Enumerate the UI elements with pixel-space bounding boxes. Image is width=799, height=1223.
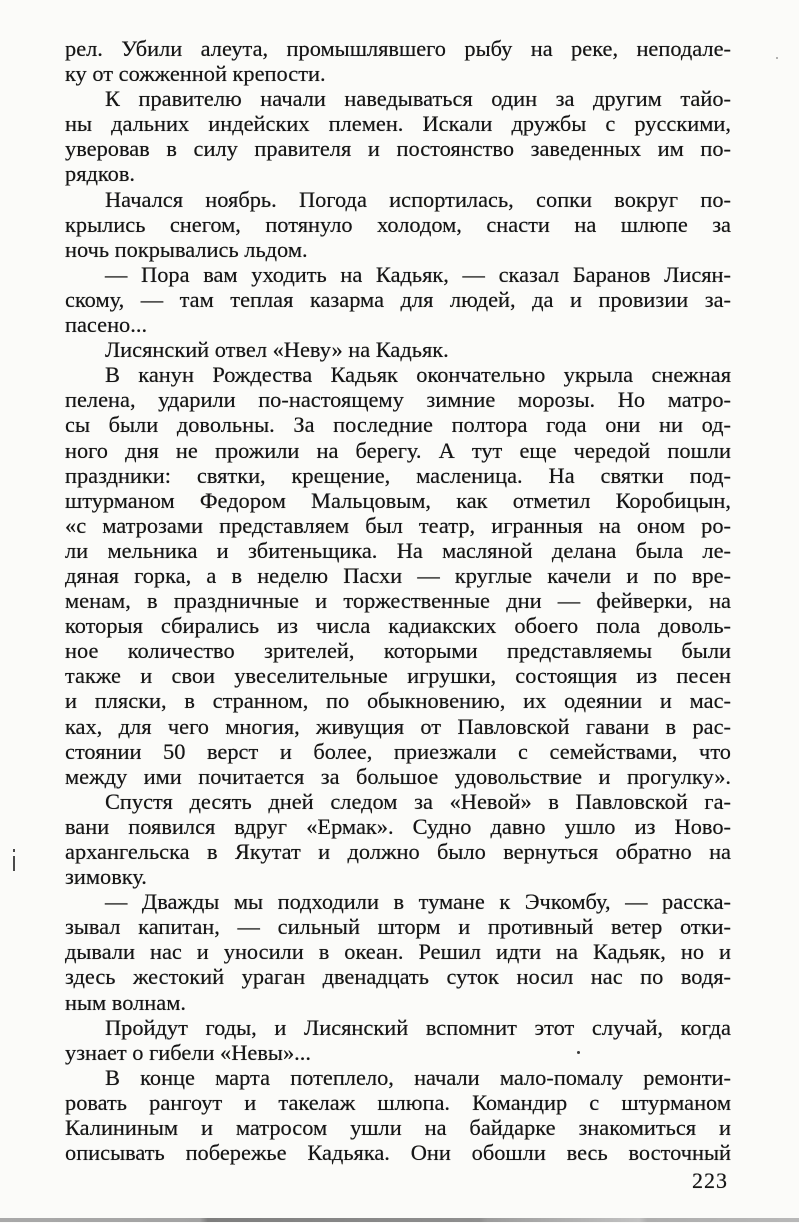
scan-artifact-dot <box>577 1051 580 1054</box>
text-line: стоянии 50 верст и более, приезжали с семействами, что <box>65 738 731 764</box>
text-line: В канун Рождества Кадьяк окончательно укрыла снежная <box>105 362 731 388</box>
text-line: между ими почитается за большое удовольствие и прогулку». <box>65 763 731 789</box>
text-line: В конце марта потеплело, начали мало-помалу ремонти- <box>105 1064 731 1090</box>
text-line: здесь жестокий ураган двенадцать суток носил нас по водя- <box>65 964 731 990</box>
text-line: ного дня не прожили на берегу. А тут еще чередой пошли <box>65 437 731 463</box>
text-line: праздники: святки, крещение, масленица. На святки под- <box>65 462 731 488</box>
text-line: рядков. <box>65 161 135 187</box>
text-line: крылись снегом, потянуло холодом, снасти на шлюпе за <box>65 211 731 237</box>
text-line: ное количество зрителей, которыми представляемы были <box>65 638 731 664</box>
text-line: рел. Убили алеута, промышлявшего рыбу на реке, неподале- <box>65 36 731 61</box>
text-line: скому, — там теплая казарма для людей, да и провизии за- <box>65 286 731 312</box>
text-line: сы были довольны. За последние полтора года они ни од- <box>65 412 731 438</box>
text-line: ровать рангоут и такелаж шлюпа. Командир с штурманом <box>65 1089 731 1115</box>
text-line: «с матрозами представляем был театр, игранныя на оном ро- <box>65 512 731 538</box>
text-line: и пляски, в странном, по обыкновению, их одеянии и мас- <box>65 688 731 714</box>
text-line: которыя сбирались из числа кадиакских обоего пола доволь- <box>65 613 731 639</box>
scan-artifact-margin-tick <box>13 856 15 871</box>
page-text <box>65 36 731 1165</box>
text-line: менам, в праздничные и торжественные дни — фейверки, на <box>65 588 731 614</box>
text-line: дяная горка, а в неделю Пасхи — круглые качели и по вре- <box>65 562 731 588</box>
text-line: ку от сожженной крепости. <box>65 61 326 87</box>
text-line: Спустя десять дней следом за «Невой» в Павловской га- <box>105 788 731 814</box>
text-line: также и свои увеселительные игрушки, состоящия из песен <box>65 663 731 689</box>
text-line: описывать побережье Кадьяка. Они обошли весь восточный <box>65 1140 731 1166</box>
page-number: 223 <box>692 1168 728 1193</box>
text-line: ках, для чего многия, живущия от Павловской гавани в рас- <box>65 713 731 739</box>
text-line: архангельска в Якутат и должно было вернуться обратно на <box>65 839 731 864</box>
text-line: ным волнам. <box>65 989 186 1015</box>
text-line: Калининым и матросом ушли на байдарке знакомиться и <box>65 1115 731 1141</box>
text-line: ны дальних индейских племен. Искали дружбы с русскими, <box>65 111 731 137</box>
text-line: ночь покрывались льдом. <box>65 236 308 262</box>
text-line: вани появился вдруг «Ермак». Судно давно ушло из Ново- <box>65 813 731 839</box>
text-line: зывал капитан, — сильный шторм и противный ветер отки- <box>65 914 731 940</box>
text-line: уверовав в силу правителя и постоянство заведенных им по- <box>65 136 731 162</box>
text-line: зимовку. <box>65 864 147 890</box>
text-line: К правителю начали наведываться один за другим тайо- <box>105 86 731 112</box>
text-line: пасено... <box>65 312 148 338</box>
text-line: — Дважды мы подходили в тумане к Эчкомбу, — расска- <box>105 889 731 915</box>
text-line: Лисянский отвел «Неву» на Кадьяк. <box>105 337 449 363</box>
text-line: узнает о гибели «Невы»... <box>65 1039 311 1065</box>
text-line: дывали нас и уносили в океан. Решил идти на Кадьяк, но и <box>65 939 731 965</box>
scan-artifact-dot <box>776 57 778 59</box>
text-line: ли мельника и збитеньщика. На масляной делана была ле- <box>65 537 731 563</box>
text-line: Пройдут годы, и Лисянский вспомнит этот случай, когда <box>105 1014 731 1040</box>
text-line: — Пора вам уходить на Кадьяк, — сказал Баранов Лисян- <box>105 261 731 287</box>
scan-artifact-margin-tick-dot <box>13 849 15 852</box>
scan-edge-band <box>0 1218 799 1222</box>
text-line: пелена, ударили по-настоящему зимние морозы. Но матро- <box>65 387 731 413</box>
text-line: штурманом Федором Мальцовым, как отметил Коробицын, <box>65 487 731 513</box>
text-line: Начался ноябрь. Погода испортилась, сопки вокруг по- <box>105 186 731 212</box>
